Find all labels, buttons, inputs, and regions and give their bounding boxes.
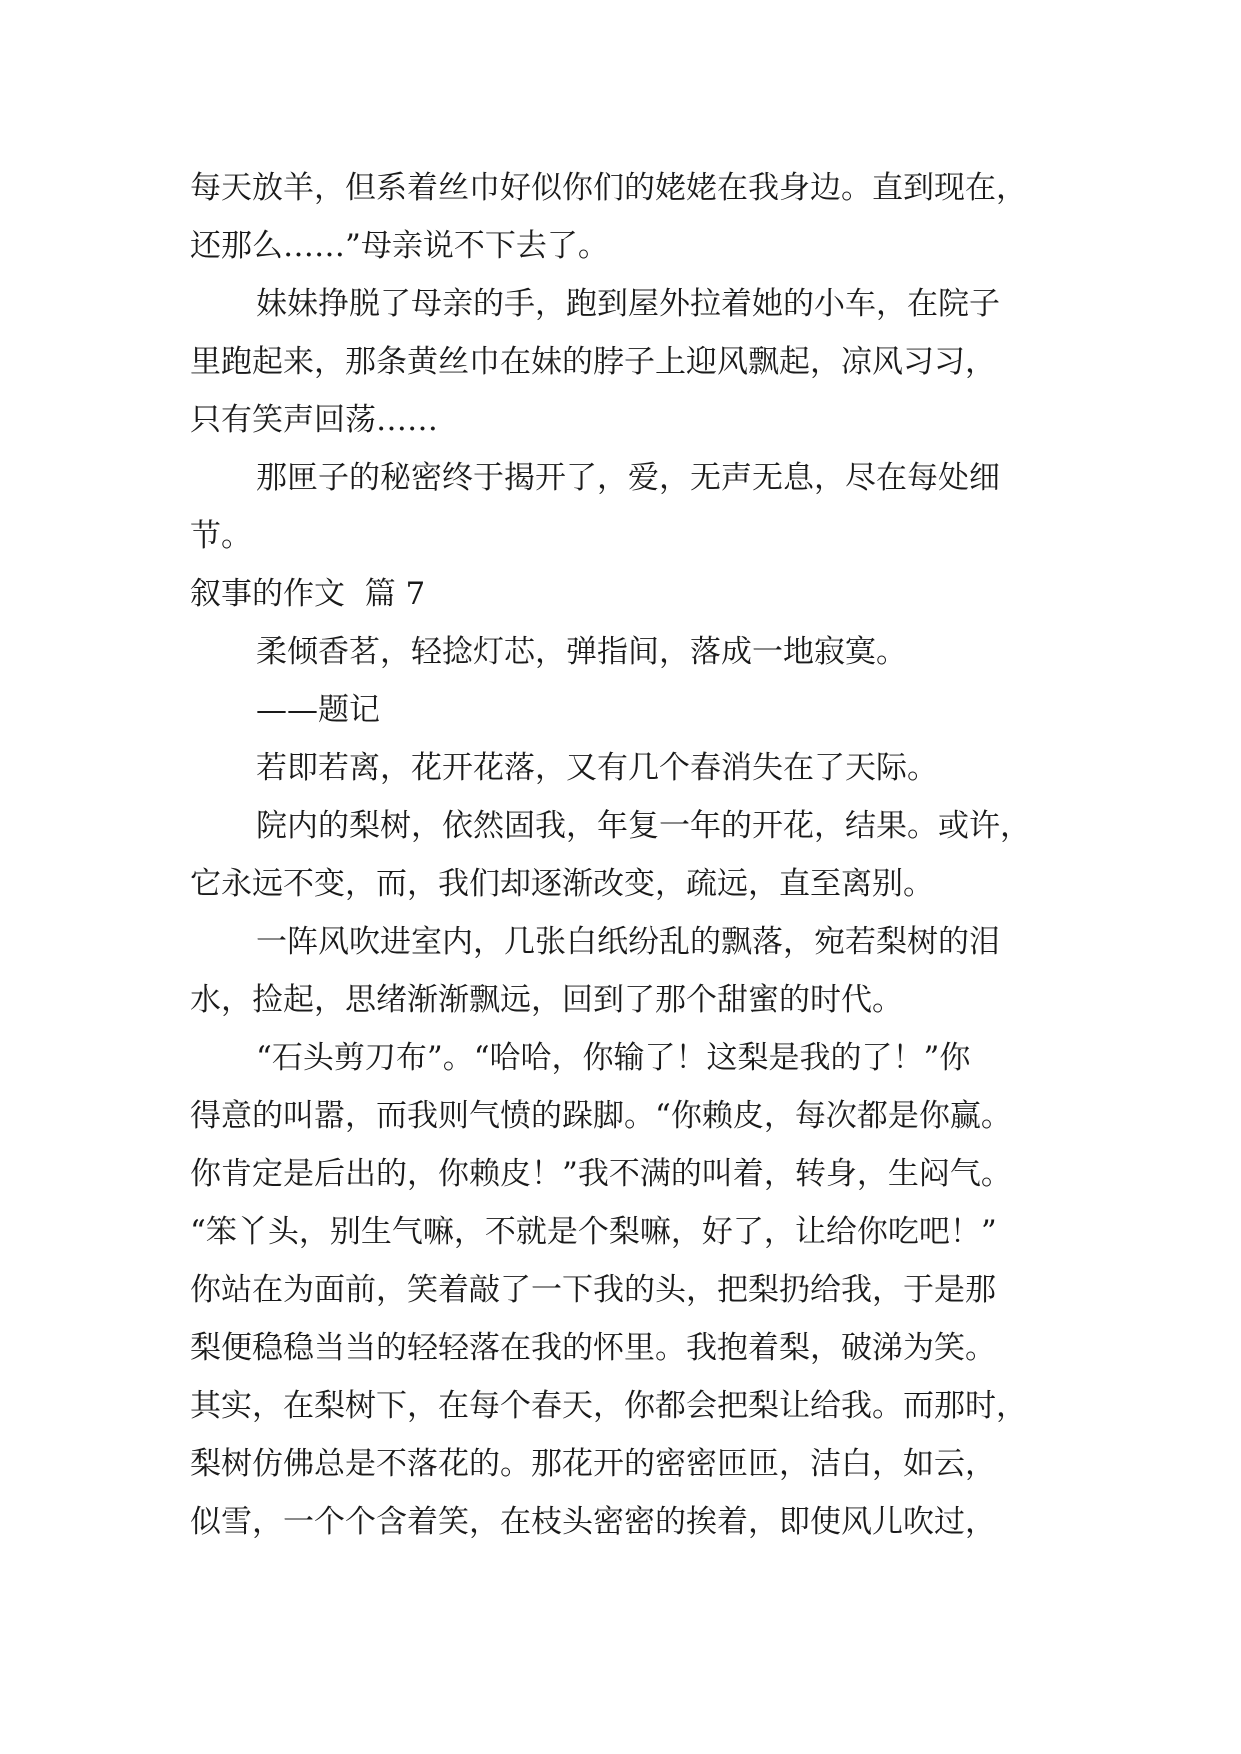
text-line: 梨便稳稳当当的轻轻落在我的怀里。我抱着梨，破涕为笑。: [190, 1330, 996, 1366]
section-heading: 叙事的作文 篇 7: [190, 576, 426, 612]
paragraph-start-line: “石头剪刀布”。“哈哈，你输了！这梨是我的了！”你: [256, 1040, 971, 1076]
text-line: 你肯定是后出的，你赖皮！”我不满的叫着，转身，生闷气。: [190, 1156, 1012, 1192]
text-line: 只有笑声回荡……: [190, 402, 438, 438]
paragraph-start-line: 妹妹挣脱了母亲的手，跑到屋外拉着她的小车，在院子: [256, 286, 1000, 322]
epigraph-attribution: ——题记: [256, 692, 380, 728]
text-line: 得意的叫嚣，而我则气愤的跺脚。“你赖皮，每次都是你赢。: [190, 1098, 1012, 1134]
text-line: 似雪，一个个含着笑，在枝头密密的挨着，即使风儿吹过，: [190, 1504, 996, 1540]
paragraph-start-line: 若即若离，花开花落，又有几个春消失在了天际。: [256, 750, 938, 786]
text-line: 每天放羊，但系着丝巾好似你们的姥姥在我身边。直到现在，: [190, 170, 1027, 206]
text-line: 梨树仿佛总是不落花的。那花开的密密匝匝，洁白，如云，: [190, 1446, 996, 1482]
text-line: 你站在为面前，笑着敲了一下我的头，把梨扔给我，于是那: [190, 1272, 996, 1308]
text-line: 里跑起来，那条黄丝巾在妹的脖子上迎风飘起，凉风习习，: [190, 344, 996, 380]
paragraph-start-line: 那匣子的秘密终于揭开了，爱，无声无息，尽在每处细: [256, 460, 1000, 496]
text-line: 水，捡起，思绪渐渐飘远，回到了那个甜蜜的时代。: [190, 982, 903, 1018]
paragraph-start-line: 院内的梨树，依然固我，年复一年的开花，结果。或许，: [256, 808, 1031, 844]
text-line: 节。: [190, 518, 252, 554]
paragraph-start-line: 一阵风吹进室内，几张白纸纷乱的飘落，宛若梨树的泪: [256, 924, 1000, 960]
text-line: 它永远不变，而，我们却逐渐改变，疏远，直至离别。: [190, 866, 934, 902]
epigraph-line: 柔倾香茗，轻捻灯芯，弹指间，落成一地寂寞。: [256, 634, 907, 670]
text-line: “笨丫头，别生气嘛，不就是个梨嘛，好了，让给你吃吧！”: [190, 1214, 997, 1250]
text-line: 还那么……”母亲说不下去了。: [190, 228, 609, 264]
text-line: 其实，在梨树下，在每个春天，你都会把梨让给我。而那时，: [190, 1388, 1027, 1424]
